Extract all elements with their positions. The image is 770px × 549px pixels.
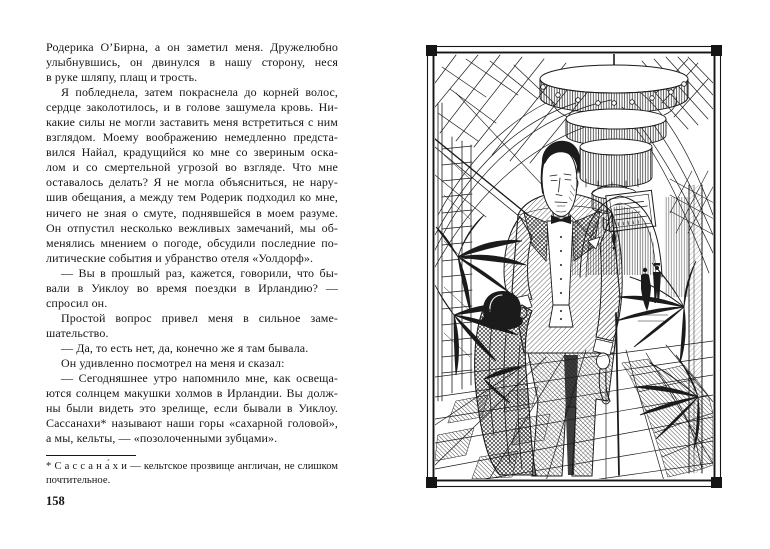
text-line-23: — Сегодняшнее утро напомнило мне, как освеща- [61, 371, 338, 386]
text-lines [46, 40, 338, 446]
text-line-24: ются солнцем макушки холмов в Ирландии. Вы долж- [46, 386, 338, 401]
text-line-8: вился Найал, крадущийся ко мне со звериным оска- [46, 145, 338, 160]
text-line-17: вали в Уиклоу во время поездки в Ирландию? — [46, 280, 338, 295]
banister-rail [435, 139, 528, 215]
text-line-25: ны были видеть это зрелище, если бывали в Уиклоу. [46, 401, 338, 416]
text-line-26: Сассанахи* называют наши горы «сахарной головой», [46, 416, 338, 431]
illustration [426, 45, 722, 488]
draped-coat [475, 305, 536, 475]
text-line-6: какие силы не могли заставить меня встретиться с ним [46, 115, 338, 130]
waistcoat [549, 305, 573, 327]
footnote-line: * С а с с а н а́ х и — кельтское прозвище англичан, не слишком [46, 461, 338, 472]
page-number: 158 [46, 494, 65, 508]
text-line-15: литические события и убранство отеля «Уолдорф». [46, 250, 314, 265]
text-line-3: в руке шляпу, плащ и трость. [46, 70, 198, 85]
text-line-22: Он удивленно посмотрел на меня и сказал: [61, 355, 285, 370]
text-line-2: улыбнувшись, он двинулся в нашу сторону, неся [46, 55, 338, 70]
text-line-1: Родерика О’Бирна, а он заметил меня. Дружелюбно [46, 40, 338, 54]
text-line-18: спросил он. [46, 295, 108, 310]
text-line-4: Я побледнела, затем покраснела до корней волос, [61, 85, 338, 100]
text-line-10: оставалось делать? Я не могла объясниться, не нару- [46, 175, 338, 190]
text-line-11: шив обещания, а между тем Родерик подходил ко мне, [46, 190, 338, 205]
text-line-13: Он отпустил несколько вежливых замечаний, мы об- [46, 220, 338, 235]
text-line-9: лом и со смертельной угрозой во взгляде. Что мне [46, 160, 338, 175]
text-line-21: — Да, то есть нет, да, конечно же я там бывала. [61, 340, 309, 355]
text-line-16: — Вы в прошлый раз, кажется, говорили, что бы- [61, 265, 338, 280]
footnote-line: почтительное. [46, 474, 111, 486]
text-line-27: а мы, кельты, — «позолоченными зубцами». [46, 431, 278, 446]
text-line-5: сердце заколотилось, и в голове зашумела кровь. Ни- [46, 100, 338, 115]
hand [597, 353, 610, 369]
text-line-19: Простой вопрос привел меня в сильное заме- [61, 310, 338, 325]
text-line-7: взглядом. Моему воображению немедленно предста- [46, 130, 338, 145]
footnote-rule [46, 455, 136, 456]
text-line-12: ничего не зная о смуте, поднявшейся в моем разуме. [46, 205, 338, 220]
text-line-20: шательство. [46, 325, 109, 340]
text-line-14: менялись мнением о погоде, обсудили последние по- [46, 235, 338, 250]
cane [616, 313, 619, 475]
footnote [46, 455, 338, 487]
